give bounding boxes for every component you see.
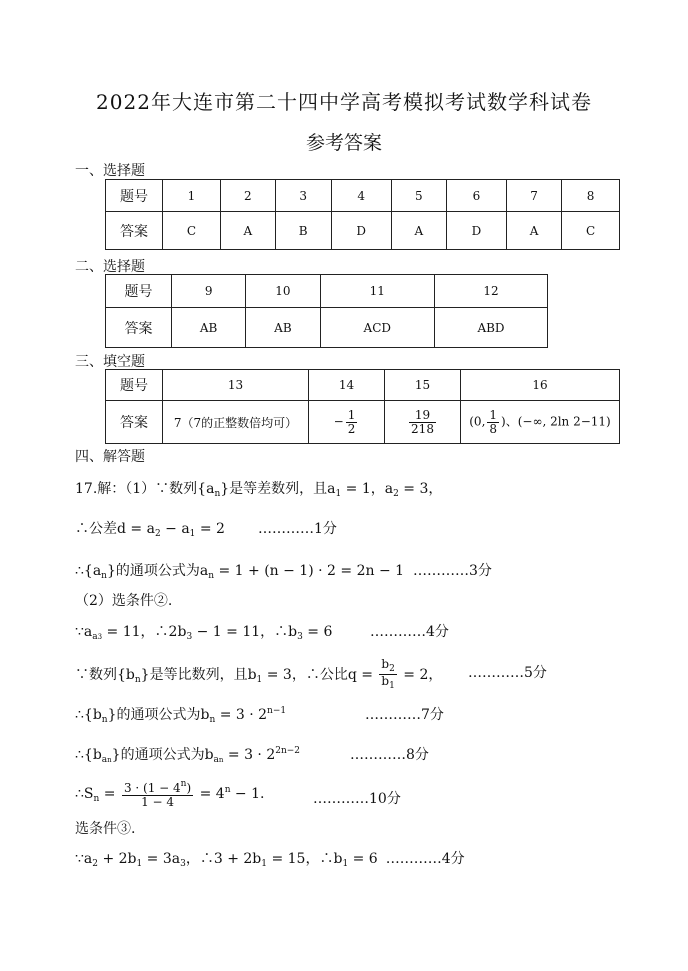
row-label: 题号: [106, 275, 172, 308]
table-cell: 13: [163, 370, 309, 401]
solution-line: $\therefore\{a_n\}$的通项公式为$a_n = 1 + (n - 1) \cdot 2 = 2n - 1$: [75, 563, 405, 581]
table-cell: AB: [246, 308, 320, 348]
solution-line: （2）选条件②.: [75, 593, 173, 609]
table-cell: 15: [385, 370, 461, 401]
solution-line: $\therefore\{b_n\}$的通项公式为$b_n = 3 \cdot 2^{n-1}$: [75, 706, 287, 725]
score-note: …………4分: [370, 624, 449, 640]
score-note: …………3分: [413, 563, 492, 579]
table-cell: [385, 401, 461, 444]
table-cell: [309, 401, 385, 444]
score-note: …………5分: [468, 665, 547, 681]
section-heading-solutions: 四、解答题: [75, 449, 145, 465]
table-cell: A: [507, 212, 562, 250]
score-note: …………8分: [350, 747, 429, 763]
solution-line: $\therefore\{b_{an}\}$的通项公式为$b_{an} = 3 \cdot 2^{2n-2}$: [75, 746, 301, 765]
table-cell: ABD: [434, 308, 547, 348]
solution-line: 选条件③.: [75, 821, 136, 837]
table-cell: 9: [172, 275, 246, 308]
table-cell: 14: [309, 370, 385, 401]
table-row: [106, 212, 620, 250]
table-cell: 2: [220, 180, 275, 212]
section-heading-choice: 一、选择题: [75, 163, 145, 179]
table-cell: B: [275, 212, 331, 250]
table-cell: 6: [446, 180, 506, 212]
table-cell: C: [163, 212, 221, 250]
table-cell: 16: [461, 370, 620, 401]
table-cell: ACD: [320, 308, 434, 348]
table-cell: 3: [275, 180, 331, 212]
fraction: $\frac{19}{218}$: [411, 407, 434, 436]
row-label: 答案: [106, 212, 163, 250]
solution-line: 17.解：（1）∵数列$\{a_n\}$是等差数列，且$a_1 = 1$，$a_2 = 3$，: [75, 481, 443, 499]
table-cell: 1: [163, 180, 221, 212]
table-cell: 11: [320, 275, 434, 308]
row-label: 题号: [106, 370, 163, 401]
solution-line: $\therefore S_n$ = $\frac{3 \cdot (1 - 4^n)}{1 - 4}$ = $4^n - 1$.: [75, 779, 265, 809]
table-cell: 8: [562, 180, 620, 212]
score-note: …………7分: [365, 707, 444, 723]
table-cell: 10: [246, 275, 320, 308]
answer-table-fill-in: [105, 369, 620, 444]
solution-line: $\because a_{a3} = 11$，$\therefore 2b_3 - 1 = 11$，$\therefore b_3 = 6$: [75, 624, 333, 642]
section-heading-multi-choice: 二、选择题: [75, 259, 145, 275]
minus-sign: −: [333, 414, 344, 429]
table-cell: A: [391, 212, 446, 250]
table-cell: AB: [172, 308, 246, 348]
table-row: [106, 401, 620, 444]
fraction: $\frac{1}{2}$: [347, 407, 356, 436]
answer-table-multi-choice: [105, 274, 548, 348]
solution-line: ∵数列$\{b_n\}$是等比数列，且$b_1 = 3$，∴公比q = $\frac{b_2}{b_1}$ = 2，: [75, 657, 443, 692]
row-label: 题号: [106, 180, 163, 212]
answer-table-choice: [105, 179, 620, 250]
table-cell: 12: [434, 275, 547, 308]
solution-line: $\because a_2 + 2b_1 = 3a_3$，∴3 + $2b_1 = 15$，$\therefore b_1 = 6$ …………4分: [75, 851, 465, 869]
section-heading-fill-in: 三、填空题: [75, 354, 145, 370]
table-cell: 7（7的正整数倍均可）: [163, 401, 309, 444]
solution-line: ∴公差$d = a_2 - a_1 = 2$: [75, 521, 225, 539]
table-cell: D: [446, 212, 506, 250]
table-row: [106, 308, 548, 348]
table-cell: 5: [391, 180, 446, 212]
score-note: …………1分: [258, 521, 337, 537]
row-label: 答案: [106, 401, 163, 444]
fraction: $\frac{1}{8}$: [489, 407, 498, 436]
page-title: 2022年大连市第二十四中学高考模拟考试数学科试卷: [96, 90, 592, 114]
table-cell: 7: [507, 180, 562, 212]
table-cell: (0, $\frac{1}{8}$ )、(−∞, 2ln 2−11): [461, 401, 620, 444]
row-label: 答案: [106, 308, 172, 348]
table-cell: D: [331, 212, 391, 250]
score-note: …………10分: [313, 791, 401, 807]
table-row: [106, 180, 620, 212]
page-subtitle: 参考答案: [305, 132, 382, 154]
table-row: [106, 370, 620, 401]
table-cell: A: [220, 212, 275, 250]
table-cell: 4: [331, 180, 391, 212]
table-cell: C: [562, 212, 620, 250]
table-row: [106, 275, 548, 308]
